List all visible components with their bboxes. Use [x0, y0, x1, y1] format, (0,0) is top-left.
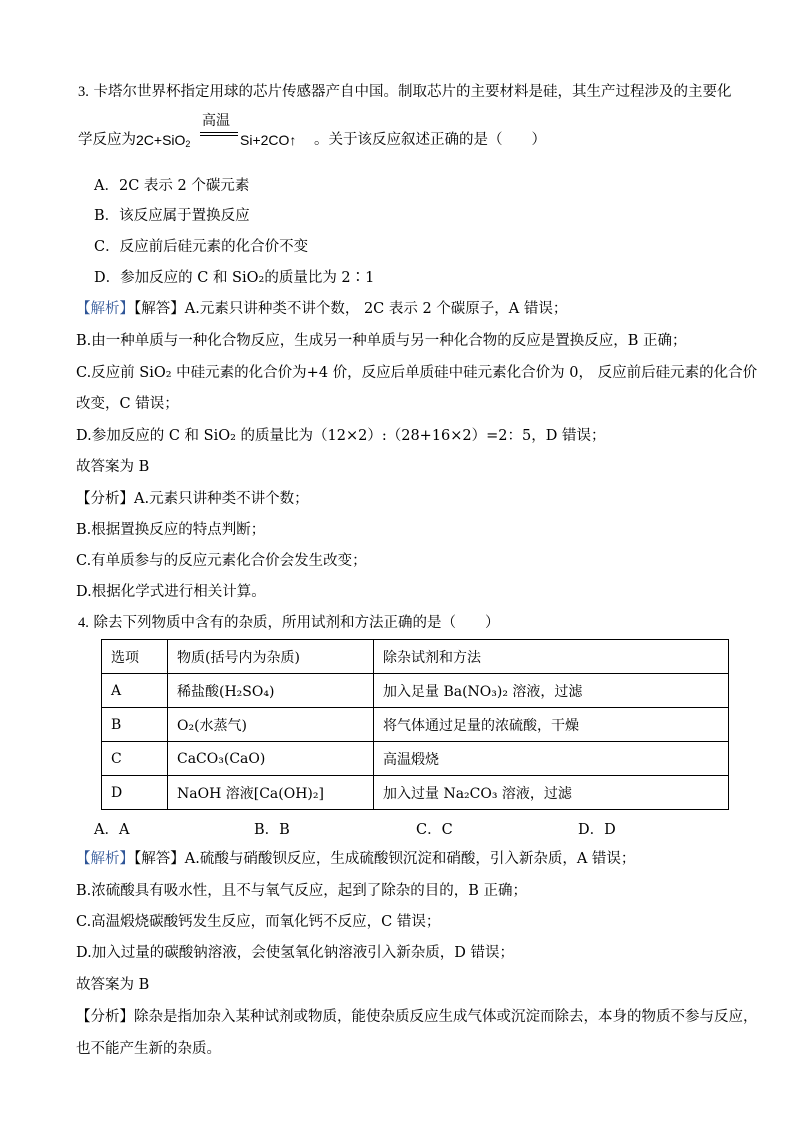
- table-cell: A: [102, 674, 168, 708]
- q3-reactants: 2C+SiO$_2$: [136, 132, 191, 149]
- q4-option-b[interactable]: B．B: [254, 822, 290, 838]
- q4-fenxi-line2: 也不能产生新的杂质。: [76, 1041, 221, 1057]
- table-cell: CaCO₃(CaO): [168, 742, 374, 776]
- analysis-tag: 【解析】: [76, 851, 134, 867]
- q4-option-c[interactable]: C．C: [416, 822, 453, 838]
- q4-fenxi-line1: 【分析】除杂是指加杂入某种试剂或物质，能使杂质反应生成气体或沉淀而除去，本身的物质不参与反应，: [76, 1009, 758, 1025]
- q4-solution-3: C.高温煅烧碳酸钙发生反应，而氧化钙不反应，C 错误；: [76, 914, 441, 930]
- table-header-row: [102, 640, 729, 674]
- q3-solution-1: 【解析】【解答】A.元素只讲种类不讲个数， 2C 表示 2 个碳原子，A 错误；: [76, 301, 568, 317]
- table-cell: 加入过量 Na₂CO₃ 溶液，过滤: [374, 776, 729, 810]
- q3-solution-4: D.参加反应的 C 和 SiO₂ 的质量比为（12×2）:（28+16×2）=2：5，D 错误；: [76, 428, 606, 444]
- q3-final-answer: 故答案为 B: [76, 459, 150, 475]
- q3-option-a[interactable]: A．2C 表示 2 个碳元素: [94, 178, 250, 194]
- q3-solution-3b: 改变，C 错误；: [76, 396, 179, 412]
- q4-final-answer: 故答案为 B: [76, 977, 150, 993]
- q3-stem-suffix: 。关于该反应叙述正确的是（ ）: [314, 132, 546, 148]
- table-cell: B: [102, 708, 168, 742]
- table-header-cell: 物质(括号内为杂质): [168, 640, 374, 674]
- q4-option-d[interactable]: D．D: [578, 822, 616, 838]
- table-row: [102, 742, 729, 776]
- equals-bar-top: [200, 132, 238, 133]
- q3-option-d[interactable]: D．参加反应的 C 和 SiO₂的质量比为 2∶1: [94, 270, 375, 286]
- q4-solution-1: 【解析】【解答】A.硫酸与硝酸钡反应，生成硫酸钡沉淀和硝酸，引入新杂质，A 错误；: [76, 851, 636, 867]
- table-cell: 高温煅烧: [374, 742, 729, 776]
- table-row: [102, 708, 729, 742]
- q3-option-c[interactable]: C．反应前后硅元素的化合价不变: [94, 239, 309, 255]
- reaction-condition: 高温: [202, 113, 230, 129]
- table-cell: 加入足量 Ba(NO₃)₂ 溶液，过滤: [374, 674, 729, 708]
- table-row: [102, 776, 729, 810]
- q3-solution-3a: C.反应前 SiO₂ 中硅元素的化合价为+4 价，反应后单质硅中硅元素化合价为 0， 反应前后硅元素的化合价: [76, 365, 758, 381]
- table-cell: O₂(水蒸气): [168, 708, 374, 742]
- table-cell: NaOH 溶液[Ca(OH)₂]: [168, 776, 374, 810]
- q4-stem: 4. 除去下列物质中含有的杂质，所用试剂和方法正确的是（ ）: [78, 615, 500, 631]
- q3-fenxi-1: 【分析】A.元素只讲种类不讲个数；: [76, 491, 309, 507]
- q4-solution-2: B.浓硫酸具有吸水性，且不与氧气反应，起到了除杂的目的，B 正确；: [76, 883, 528, 899]
- q4-number: 4.: [78, 615, 89, 631]
- table-row: [102, 674, 729, 708]
- table-cell: 稀盐酸(H₂SO₄): [168, 674, 374, 708]
- table-cell: 将气体通过足量的浓硫酸，干燥: [374, 708, 729, 742]
- q3-fenxi-3: C.有单质参与的反应元素化合价会发生改变；: [76, 553, 367, 569]
- q4-options: [94, 818, 734, 838]
- q3-solution-2: B.由一种单质与一种化合物反应，生成另一种单质与另一种化合物的反应是置换反应，B 正确；: [76, 333, 687, 349]
- table-cell: D: [102, 776, 168, 810]
- q3-products: Si+2CO↑: [240, 132, 297, 148]
- q3-option-b[interactable]: B．该反应属于置换反应: [94, 208, 250, 224]
- q4-solution-4: D.加入过量的碳酸钠溶液，会使氢氧化钠溶液引入新杂质，D 错误；: [76, 945, 514, 961]
- table-header-cell: 选项: [102, 640, 168, 674]
- q3-number: 3.: [78, 84, 89, 100]
- table-header-cell: 除杂试剂和方法: [374, 640, 729, 674]
- table-cell: C: [102, 742, 168, 776]
- q3-stem-prefix: 学反应为: [78, 132, 136, 148]
- q3-stem-text: 卡塔尔世界杯指定用球的芯片传感器产自中国。制取芯片的主要材料是硅，其生产过程涉及的主要化: [93, 84, 732, 100]
- q3-fenxi-4: D.根据化学式进行相关计算。: [76, 584, 266, 600]
- q3-equation-line: [78, 110, 718, 154]
- q4-options-table: [101, 639, 729, 810]
- analysis-tag: 【解析】: [76, 301, 134, 317]
- q3-stem-line1: [78, 82, 731, 102]
- q3-fenxi-2: B.根据置换反应的特点判断；: [76, 522, 266, 538]
- answer-tag: 【解答】: [134, 301, 185, 317]
- answer-tag: 【解答】: [134, 851, 185, 867]
- q4-option-a[interactable]: A．A: [94, 822, 130, 838]
- equals-bar-bottom: [200, 135, 238, 136]
